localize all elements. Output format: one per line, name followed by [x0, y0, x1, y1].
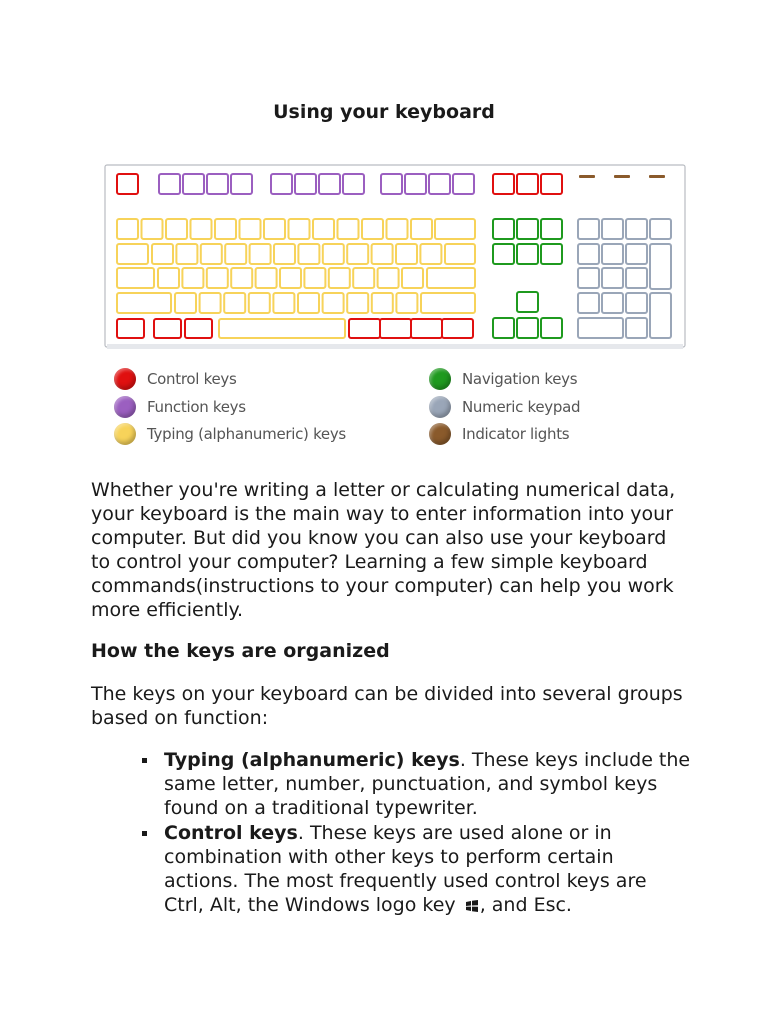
typing-key [175, 293, 196, 313]
page-title: Using your keyboard [273, 101, 495, 123]
typing-key [387, 219, 408, 239]
indicator-light [649, 175, 665, 178]
function-key [381, 174, 402, 194]
windows-logo-icon [465, 899, 479, 913]
typing-key [207, 268, 228, 288]
numeric-key [626, 318, 647, 338]
typing-key [378, 268, 399, 288]
control-key [411, 319, 442, 338]
typing-key [372, 244, 393, 264]
navigation-key [493, 244, 514, 264]
indicator-light [614, 175, 630, 178]
numeric-enter-key [650, 293, 671, 338]
typing-key [117, 293, 171, 313]
typing-key [445, 244, 475, 264]
typing-key [200, 293, 221, 313]
typing-key [372, 293, 393, 313]
typing-key [231, 268, 252, 288]
control-key [541, 174, 562, 194]
control-key [154, 319, 181, 338]
bullet-marker [142, 831, 147, 836]
typing-key [427, 268, 475, 288]
typing-key [250, 244, 271, 264]
function-key [159, 174, 180, 194]
numeric-key [578, 293, 599, 313]
typing-key [435, 219, 475, 239]
function-key [295, 174, 316, 194]
legend-item-control [114, 367, 236, 391]
typing-key [323, 293, 344, 313]
control-keys-dot [114, 368, 136, 390]
function-key [453, 174, 474, 194]
typing-key [304, 268, 325, 288]
legend-item-navigation [429, 367, 577, 391]
control-key [117, 319, 144, 338]
typing-key [402, 268, 423, 288]
typing-key [323, 244, 344, 264]
navigation-key [493, 219, 514, 239]
key-groups-list [91, 748, 691, 917]
typing-key [215, 219, 236, 239]
navigation-key [541, 244, 562, 264]
typing-key [117, 244, 148, 264]
bullet-marker [142, 758, 147, 763]
typing-key [289, 219, 310, 239]
typing-key [117, 219, 138, 239]
typing-key [152, 244, 173, 264]
numeric-keypad-dot [429, 396, 451, 418]
typing-key [353, 268, 374, 288]
function-key [343, 174, 364, 194]
legend-item-indicator [429, 422, 569, 446]
navigation-key [541, 219, 562, 239]
numeric-key [578, 244, 599, 264]
legend-label: Function keys [147, 398, 246, 416]
list-item-term: Typing (alphanumeric) keys [164, 749, 460, 771]
arrow-key [517, 318, 538, 338]
typing-key [256, 268, 277, 288]
indicator-light [579, 175, 595, 178]
legend-label: Typing (alphanumeric) keys [147, 425, 346, 443]
function-key [231, 174, 252, 194]
typing-key [273, 293, 294, 313]
function-key [429, 174, 450, 194]
navigation-key [517, 219, 538, 239]
legend-label: Control keys [147, 370, 237, 388]
typing-key [338, 219, 359, 239]
typing-key [176, 244, 197, 264]
legend-item-function [114, 395, 246, 419]
keyboard-legend [114, 367, 674, 451]
function-key [405, 174, 426, 194]
typing-key [396, 244, 417, 264]
arrow-key [541, 318, 562, 338]
navigation-keys-dot [429, 368, 451, 390]
esc-key [117, 174, 138, 194]
keyboard-diagram [104, 164, 688, 350]
list-item-text: . These keys include the same letter, number, punctuation, and symbol keys found on a traditional typewriter. [164, 749, 691, 820]
typing-key [201, 244, 222, 264]
list-item [91, 748, 691, 821]
control-key [380, 319, 411, 338]
navigation-key [517, 244, 538, 264]
numeric-key [626, 268, 647, 288]
function-key [319, 174, 340, 194]
numeric-key [626, 219, 647, 239]
typing-keys-dot [114, 423, 136, 445]
legend-item-numeric [429, 395, 580, 419]
list-item [91, 821, 691, 918]
intro-paragraph: Whether you're writing a letter or calculating numerical data, your keyboard is the main way to enter information into your computer. But did you know you can also use your keyboard to control your computer? Learning a few simple keyboard commands(instructions to your computer) can help you work more efficiently. [91, 479, 676, 621]
section-intro-paragraph: The keys on your keyboard can be divided into several groups based on function: [91, 683, 683, 729]
space-bar [219, 319, 345, 338]
arrow-up-key [517, 292, 538, 312]
function-key [271, 174, 292, 194]
typing-key [313, 219, 334, 239]
typing-key [280, 268, 301, 288]
legend-label: Indicator lights [462, 425, 570, 443]
numeric-plus-key [650, 244, 671, 289]
typing-key [274, 244, 295, 264]
control-key [517, 174, 538, 194]
typing-key [298, 293, 319, 313]
keyboard-shadow [107, 344, 683, 349]
typing-key [411, 219, 432, 239]
typing-key [264, 219, 285, 239]
typing-key [249, 293, 270, 313]
typing-key [142, 219, 163, 239]
numeric-key [626, 293, 647, 313]
numeric-key [650, 219, 671, 239]
numeric-key [602, 244, 623, 264]
typing-key [191, 219, 212, 239]
typing-key [225, 244, 246, 264]
section-heading: How the keys are organized [91, 640, 390, 662]
legend-item-typing [114, 422, 346, 446]
typing-key [182, 268, 203, 288]
numeric-key [626, 244, 647, 264]
typing-key [396, 293, 417, 313]
control-key [442, 319, 473, 338]
function-key [183, 174, 204, 194]
typing-key [166, 219, 187, 239]
numeric-key [602, 293, 623, 313]
numeric-key [602, 268, 623, 288]
legend-label: Navigation keys [462, 370, 578, 388]
list-item-text: . These keys are used alone or in combination with other keys to perform certain actions. The most frequently used control keys are Ctrl, Alt, the Windows logo key [164, 821, 647, 917]
numeric-key [602, 219, 623, 239]
typing-key [158, 268, 179, 288]
control-key [349, 319, 380, 338]
function-key [207, 174, 228, 194]
numeric-key [578, 219, 599, 239]
arrow-key [493, 318, 514, 338]
function-keys-dot [114, 396, 136, 418]
typing-key [347, 244, 368, 264]
typing-key [224, 293, 245, 313]
typing-key [117, 268, 154, 288]
control-key [493, 174, 514, 194]
numeric-key [578, 268, 599, 288]
typing-key [329, 268, 350, 288]
typing-key [420, 244, 441, 264]
list-item-term: Control keys [164, 821, 298, 844]
typing-key [347, 293, 368, 313]
indicator-lights-dot [429, 423, 451, 445]
typing-key [298, 244, 319, 264]
numeric-zero-key [578, 318, 623, 338]
typing-key [421, 293, 475, 313]
legend-label: Numeric keypad [462, 398, 581, 416]
typing-key [240, 219, 261, 239]
control-key [185, 319, 212, 338]
list-item-text-after: , and Esc. [479, 894, 572, 917]
typing-key [362, 219, 383, 239]
